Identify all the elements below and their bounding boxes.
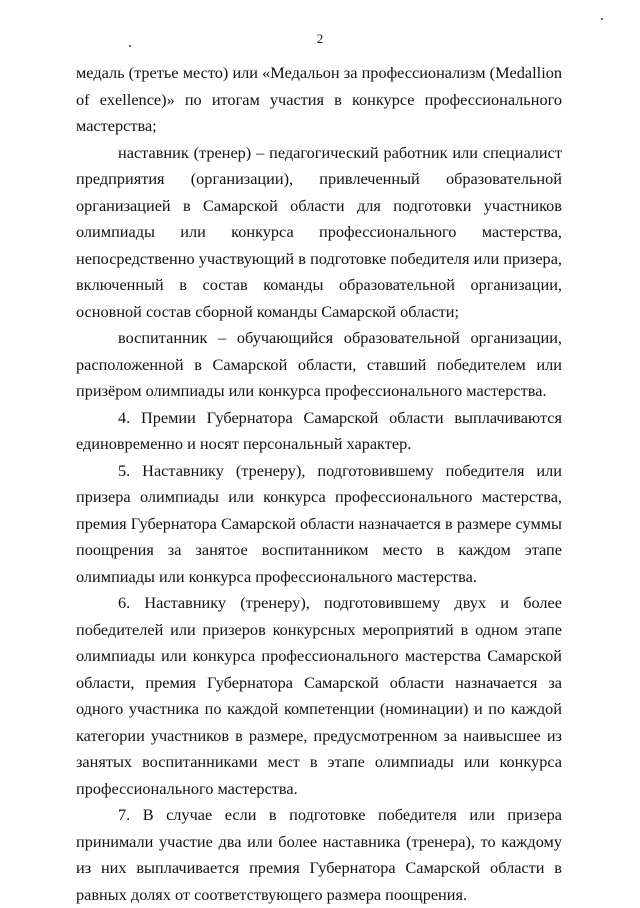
document-body: [76, 60, 562, 908]
paragraph-item-4: 4. Премии Губернатора Самарской области выплачиваются единовременно и носят персональный характер.: [76, 407, 562, 453]
page-number: 2: [316, 31, 324, 46]
scan-speck: [601, 18, 603, 20]
paragraph-item-7: 7. В случае если в подготовке победителя или призера принимали участие два или более наставника (тренера), то каждому из них выплачивается премия Губернатора Самарской области в равных долях от соответствующего размера поощрения.: [76, 805, 562, 904]
scan-speck: [129, 45, 131, 47]
paragraph-item-6: 6. Наставнику (тренеру), подготовившему двух и более победителей или призеров конкурсных мероприятий в одном этапе олимпиады или конкурса профессионального мастерства Самарской области, премия Губернатора Самарской области назначается за одного участника по каждой компетенции (номинации) и по каждой категории участников в размере, предусмотренном за наивысшее из занятых воспитанниками мест в этапе олимпиады или конкурса профессионального мастерства.: [76, 593, 562, 798]
paragraph-mentor-definition: наставник (тренер) – педагогический работник или специалист предприятия (организации), привлеченный образовательной организацией в Самарской области для подготовки участников олимпиады или конкурса профессионального мастерства, непосредственно участвующий в подготовке победителя или призера, включенный в состав команды образовательной организации, основной состав сборной команды Самарской области;: [76, 142, 562, 321]
paragraph-item-5: 5. Наставнику (тренеру), подготовившему победителя или призера олимпиады или конкурса профессионального мастерства, премия Губернатора Самарской области назначается в размере суммы поощрения за занятое воспитанником место в каждом этапе олимпиады или конкурса профессионального мастерства.: [76, 460, 562, 586]
paragraph-pupil-definition: воспитанник – обучающийся образовательной организации, расположенной в Самарской области, ставший победителем или призёром олимпиады или конкурса профессионального мастерства.: [76, 328, 562, 400]
paragraph-medal-definition: медаль (третье место) или «Медальон за профессионализм (Medallion of exellence)» по итогам участия в конкурсе профессионального мастерства;: [76, 63, 562, 135]
